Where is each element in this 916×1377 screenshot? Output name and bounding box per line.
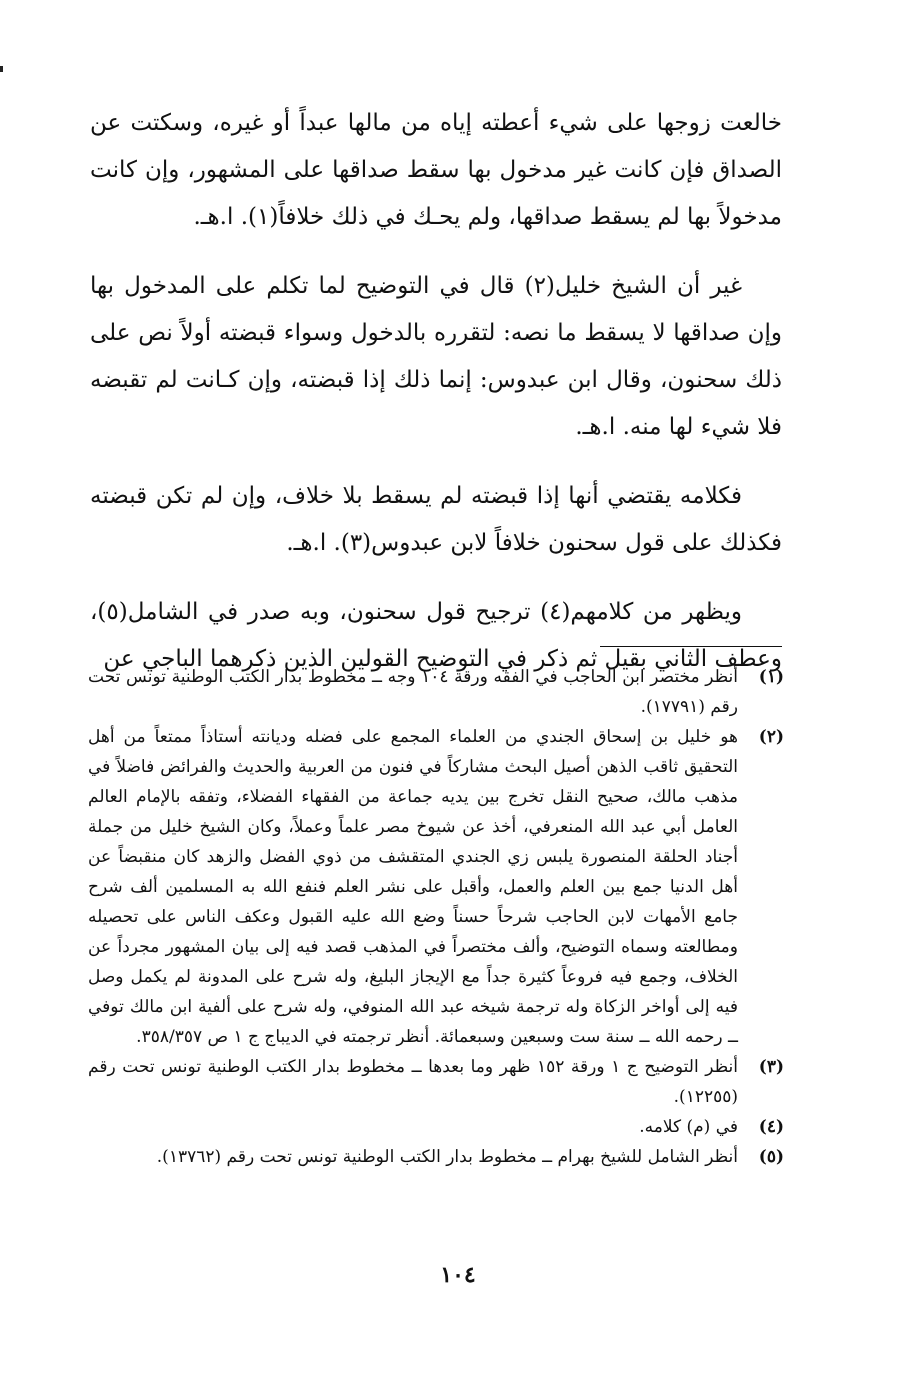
paragraph-4: ويظهر من كلامهم(٤) ترجيح قول سحنون، وبه صدر في الشامل(٥)، وعطف الثاني بقيل ثم ذكر في التوضيح القولين الذين ذكرهما الباجي عن (90, 599, 782, 672)
footnotes (88, 662, 784, 1172)
page-number: ١٠٤ (440, 1262, 476, 1288)
footnote-3 (88, 1052, 784, 1112)
paragraph-3: فكلامه يقتضي أنها إذا قبضته لم يسقط بلا خلاف، وإن لم تكن قبضته فكذلك على قول سحنون خلافاً لابن عبدوس(٣). ا.هـ. (90, 483, 782, 556)
footnote-text: هو خليل بن إسحاق الجندي من العلماء المجمع على فضله وديانته أستاذاً ممتعاً من أهل التحقيق ثاقب الذهن أصيل البحث مشاركاً في فنون من العربية والحديث والفرائض فاضلاً في مذهب مالك، صحيح النقل تخرج بين يديه جماعة من الفقهاء الفضلاء، وتفقه بالإمام العالم العامل أبي عبد الله المنعرفي، أخذ عن شيوخ مصر علماً وعملاً، وكان الشيخ خليل من جملة أجناد الحلقة المنصورة يلبس زي الجندي المتقشف من ذوي الفضل والزهد كان منقبضاً عن أهل الدنيا جمع بين العلم والعمل، وأقبل على نشر العلم فنفع الله به المسلمين ألف شرح جامع الأمهات لابن الحاجب شرحاً حسناً وضع الله عليه القبول وعكف الناس على تحصيله ومطالعته وسماه التوضيح، وألف مختصراً في المذهب قصد فيه إلى بيان المشهور مجرداً عن الخلاف، وجمع فيه فروعاً كثيرة جداً مع الإيجاز البليغ، وله شرح على المدونة لم يكمل وصل فيه إلى أواخر الزكاة وله ترجمة شيخه عبد الله المنوفي، وله شرح على ألفية ابن مالك توفي ــ رحمه الله ــ سنة ست وسبعين وسبعمائة. أنظر ترجمته في الديباج ج ١ ص ٣٥٨/٣٥٧. (88, 727, 738, 1047)
footnote-4 (88, 1112, 784, 1142)
paragraph-2: غير أن الشيخ خليل(٢) قال في التوضيح لما تكلم على المدخول بها وإن صداقها لا يسقط ما نصه: لتقرره بالدخول وسواء قبضته أولاً نص على ذلك سحنون، وقال ابن عبدوس: إنما ذلك إذا قبضته، وإن كـانت لم تقبضه فلا شيء لها منه. ا.هـ. (90, 273, 782, 440)
footnote-text: أنظر مختصر ابن الحاجب في الفقه ورقة ١٠٤ وجه ــ مخطوط بدار الكتب الوطنية تونس تحت رقم (١٧٧٩١). (88, 667, 739, 717)
footnote-5 (88, 1142, 784, 1172)
footnote-text: أنظر الشامل للشيخ بهرام ــ مخطوط بدار الكتب الوطنية تونس تحت رقم (١٣٧٦٢). (156, 1147, 738, 1167)
main-text (90, 100, 782, 705)
footnote-number: (٥) (758, 1147, 784, 1167)
footnote-number: (٢) (758, 727, 784, 747)
paragraph-1: خالعت زوجها على شيء أعطته إياه من مالها عبداً أو غيره، وسكتت عن الصداق فإن كانت غير مدخول بها سقط صداقها على المشهور، وإن كانت مدخولاً بها لم يسقط صداقها، ولم يحـك في ذلك خلافاً(١). ا.هـ. (90, 110, 782, 230)
footnote-number: (٤) (758, 1117, 784, 1137)
scan-edge-mark (0, 66, 3, 72)
footnote-2 (88, 722, 784, 1052)
footnote-text: أنظر التوضيح ج ١ ورقة ١٥٢ ظهر وما بعدها ــ مخطوط بدار الكتب الوطنية تونس تحت رقم (١٢٢٥٥). (88, 1057, 738, 1107)
footnote-separator (600, 646, 782, 647)
footnote-text: في (م) كلامه. (639, 1117, 738, 1137)
footnote-number: (١) (758, 667, 784, 687)
footnote-1 (88, 662, 784, 722)
footnote-number: (٣) (758, 1057, 784, 1077)
